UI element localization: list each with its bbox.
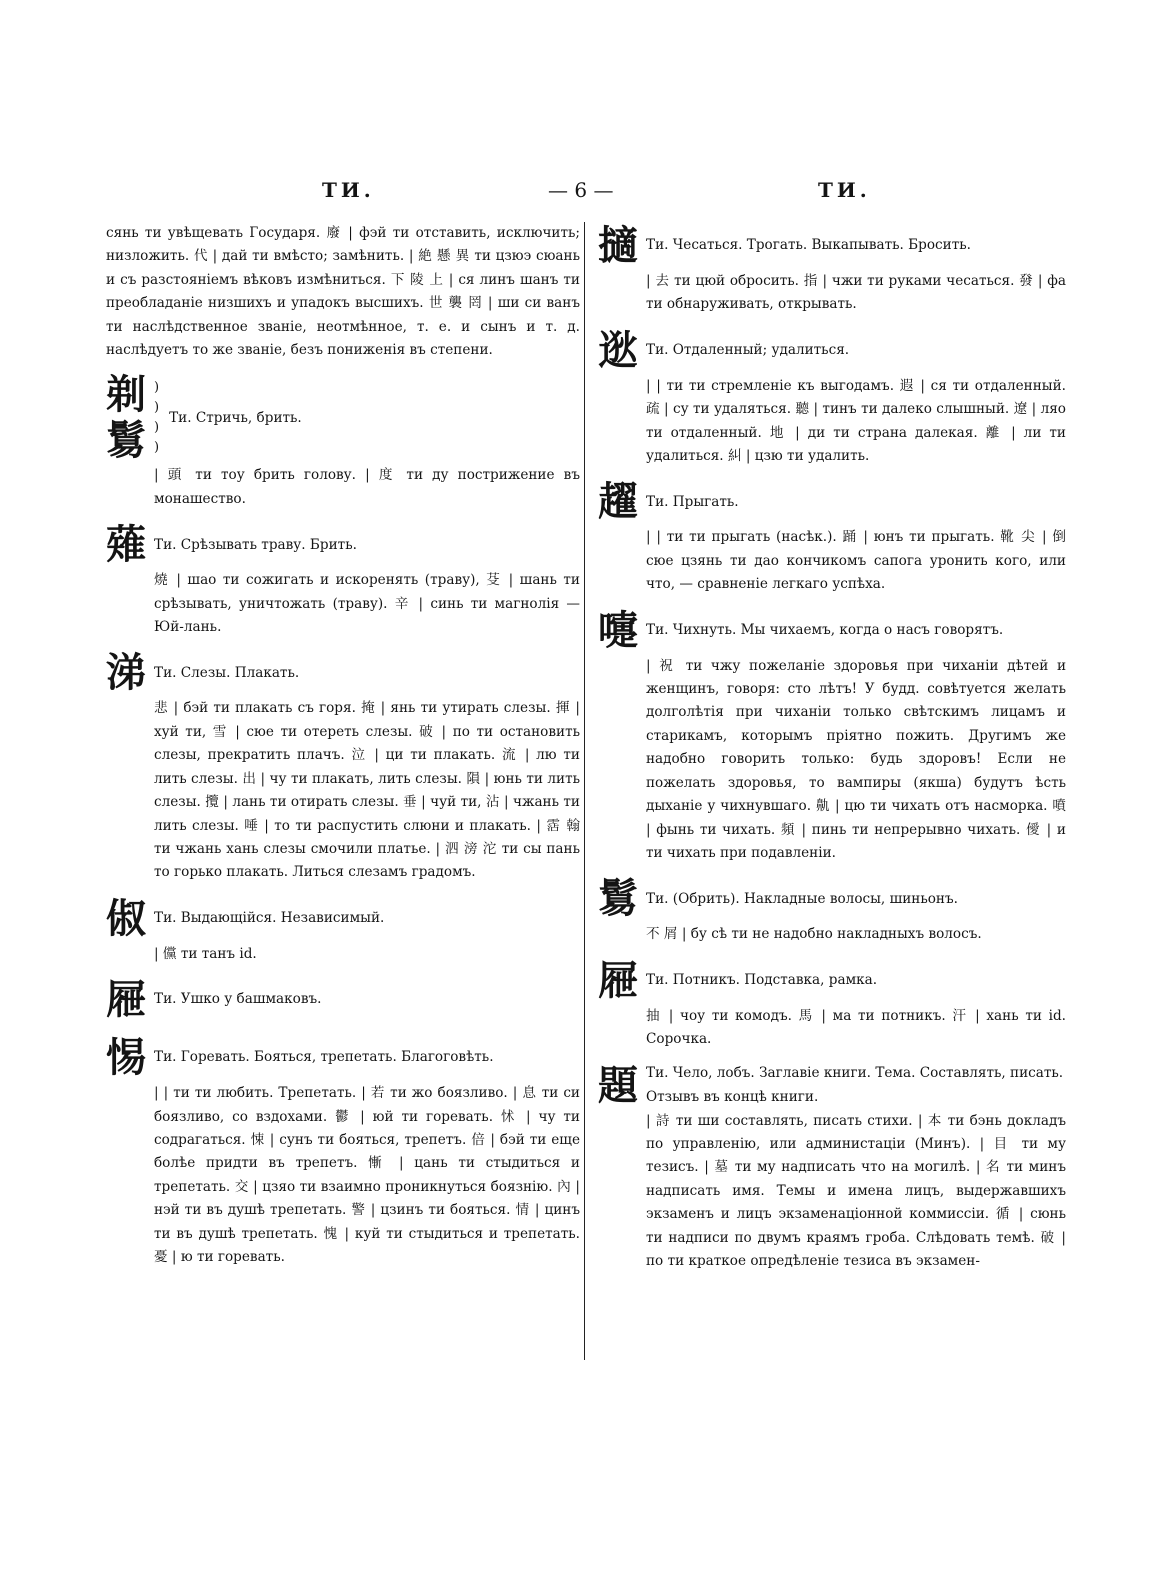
- continued-entry-text: сянь ти увѣщевать Государя. 廢 | фэй ти отставить, исключить; низложить. 代 | дай ти вмѣсто; замѣнить. | 絶 懸 異 ти цзюэ сюань и съ разстояніемъ вѣковъ измѣниться. 下 陵 上 | ся линъ шанъ ти преобладаніе низшихъ и упадокъ высшихъ. 世 襲 罔 | ши си ванъ ти наслѣдственное званіе, неотмѣнное, т. е. и сынъ и т. д. наслѣдуетъ то же званіе, безъ пониженія въ степени.: [106, 225, 580, 359]
- dictionary-entry: [106, 1034, 580, 1269]
- entry-definition: Ти. Чихнуть. Мы чихаемъ, когда о насъ говорятъ.: [646, 621, 1004, 638]
- headword: 屜: [598, 957, 638, 1004]
- page-header: [0, 178, 1163, 218]
- entry-definition: Ти. Ушко у башмаковъ.: [154, 991, 322, 1008]
- dictionary-entry: [598, 478, 1066, 596]
- entry-definition: Ти. Слезы. Плакать.: [154, 664, 300, 681]
- headword: 俶: [106, 895, 146, 942]
- headword: 題: [598, 1062, 638, 1109]
- headword: 擿: [598, 223, 638, 269]
- dictionary-entry: [106, 895, 580, 966]
- headword: 鬄: [598, 876, 638, 923]
- headword: 薙: [106, 522, 146, 569]
- headword: 涕: [106, 650, 146, 697]
- page-number: — 6 —: [548, 178, 614, 202]
- entry-body: | 頭 ти тоу брить голову. | 度 ти ду пострижение въ монашество.: [154, 467, 580, 507]
- running-head-left: ТИ.: [322, 178, 375, 202]
- dictionary-entry: [598, 222, 1066, 317]
- dictionary-entry: [598, 875, 1066, 946]
- dictionary-entry: [598, 1062, 1066, 1274]
- headword: 剃: [106, 372, 146, 419]
- entry-body: | | ти ти любить. Трепетать. | 若 ти жо боязливо. | 息 ти си боязливо, со вздохами. 鬱 | юй ти горевать. 怵 | чу ти содрагаться. 悚 | сунъ ти бояться, трепетъ. 倍 | бэй ти еще болѣе придти въ трепетъ. 慚 | цань ти стыдиться и трепетать. 交 | цзяо ти взаимно проникнуться боязнію. 內 | нэй ти въ душѣ трепетать. 警 | цзинъ ти бояться. 情 | цинъ ти въ душѣ трепетать. 愧 | куй ти стыдиться и трепетать. 憂 | ю ти горевать.: [154, 1085, 580, 1265]
- entry-definition: Ти. Отдаленный; удалиться.: [646, 342, 850, 359]
- headword: 惕: [106, 1035, 146, 1082]
- entry-body: | | ти ти стремленіе къ выгодамъ. 遐 | ся ти отдаленный. 疏 | су ти удаляться. 聽 | тинъ ти далеко слышный. 遼 | ляо ти отдаленный. 地 | ди ти страна далекая. 離 | ли ти удалиться. 糾 | цзю ти удалить.: [646, 377, 1066, 465]
- entry-body: | 去 ти цюй обросить. 指 | чжи ти руками чесаться. 發 | фа ти обнаруживать, открывать.: [646, 273, 1066, 313]
- entry-definition: Ти. Чесаться. Трогать. Выкапывать. Бросить.: [646, 237, 971, 254]
- headword: 屜: [106, 977, 146, 1024]
- headword: 嚏: [598, 607, 638, 654]
- right-column: [598, 222, 1066, 1273]
- running-head-right: ТИ.: [818, 178, 871, 202]
- entry-definition: Ти. (Обрить). Накладные волосы, шиньонъ.: [646, 890, 958, 907]
- headword: 逖: [598, 327, 638, 374]
- column-divider: [584, 222, 585, 1360]
- dictionary-entry: [106, 521, 580, 639]
- headword: 趯: [598, 479, 638, 526]
- dictionary-entry: [106, 649, 580, 884]
- entry-body: 燒 | шао ти сожигать и искоренять (траву), 芟 | шань ти срѣзывать, уничтожать (траву). 辛 | синь ти магнолія — Юй-лань.: [154, 572, 580, 636]
- entry-body: | | ти ти прыгать (насѣк.). 踊 | юнъ ти прыгать. 靴 尖 | 倒 сюе цзянь ти дао кончикомъ сапога уронить кого, или что, — сравненіе легкаго успѣха.: [646, 529, 1066, 593]
- entry-definition: Ти. Чело, лобъ. Заглавіе книги. Тема. Составлять, писать. Отзывъ въ концѣ книги.: [646, 1065, 1064, 1105]
- dictionary-entry: [598, 327, 1066, 469]
- entry-body: | 詩 ти ши составлять, писать стихи. | 本 ти бэнь докладъ по управленію, или администаціи (Минъ). | 目 ти му тезисъ. | 墓 ти му надписать что на могилѣ. | 名 ти минъ надписать имя. Темы и имена лицъ, выдержавшихъ экзаменъ и лицъ экзаменаціонной коммиссіи. 循 | сюнь ти надписи по двумъ краямъ гроба. Слѣдовать темѣ. 破 | по ти краткое опредѣленіе тезиса въ экзамен-: [646, 1112, 1066, 1269]
- entry-definition: Ти. Прыгать.: [646, 493, 739, 510]
- entry-body: | 儻 ти танъ id.: [154, 945, 257, 962]
- entry-definition: Ти. Выдающійся. Независимый.: [154, 910, 385, 927]
- brace-mark: ) ) ) ): [154, 380, 160, 456]
- dictionary-entry: [598, 607, 1066, 866]
- entry-definition: Ти. Горевать. Бояться, трепетать. Благоговѣть.: [154, 1049, 494, 1066]
- left-column: [106, 222, 580, 1269]
- entry-definition: Ти. Потникъ. Подставка, рамка.: [646, 972, 878, 989]
- entry-body: | 祝 ти чжу пожеланіе здоровья при чиханіи дѣтей и женщинъ, говоря: сто лѣтъ! У будд. совѣтуется желать долголѣтія при чиханіи только свѣтскимъ лицамъ и старикамъ, которымъ пріятно пожить. Другимъ же надобно говорить только: будь здоровъ! Если не пожелать здоровья, то вампиры (якша) будутъ ѣсть дыханіе у чихнувшаго. 鼽 | цю ти чихать отъ насморка. 噴 | фынь ти чихать. 頻 | пинь ти непрерывно чихать. 僾 | и ти чихать при подавленіи.: [646, 657, 1066, 861]
- entry-body: 不 屑 | бу сѣ ти не надобно накладныхъ волосъ.: [646, 926, 982, 943]
- dictionary-entry: [106, 372, 580, 511]
- entry-definition: Ти. Стричь, брить.: [169, 409, 302, 426]
- entry-body: 悲 | бэй ти плакать съ горя. 掩 | янь ти утирать слезы. 揮 | хуй ти, 雪 | сюе ти отереть слезы. 破 | по ти остановить слезы, прекратить плачъ. 泣 | ци ти плакать. 流 | лю ти лить слезы. 出 | чу ти плакать, лить слезы. 隕 | юнь ти лить слезы. 攬 | лань ти отирать слезы. 垂 | чуй ти, 沾 | чжань ти лить слезы. 唾 | то ти распустить слюни и плакать. | 霑 翰 ти чжань хань слезы смочили платье. | 泗 滂 沱 ти сы пань то горько плакать. Литься слезамъ градомъ.: [154, 700, 580, 881]
- dictionary-entry: [106, 976, 580, 1024]
- headword: 鬄: [106, 418, 146, 465]
- entry-body: 抽 | чоу ти комодъ. 馬 | ма ти потникъ. 汗 | хань ти id. Сорочка.: [646, 1007, 1066, 1048]
- dictionary-entry: [598, 957, 1066, 1052]
- entry-definition: Ти. Срѣзывать траву. Брить.: [154, 536, 357, 553]
